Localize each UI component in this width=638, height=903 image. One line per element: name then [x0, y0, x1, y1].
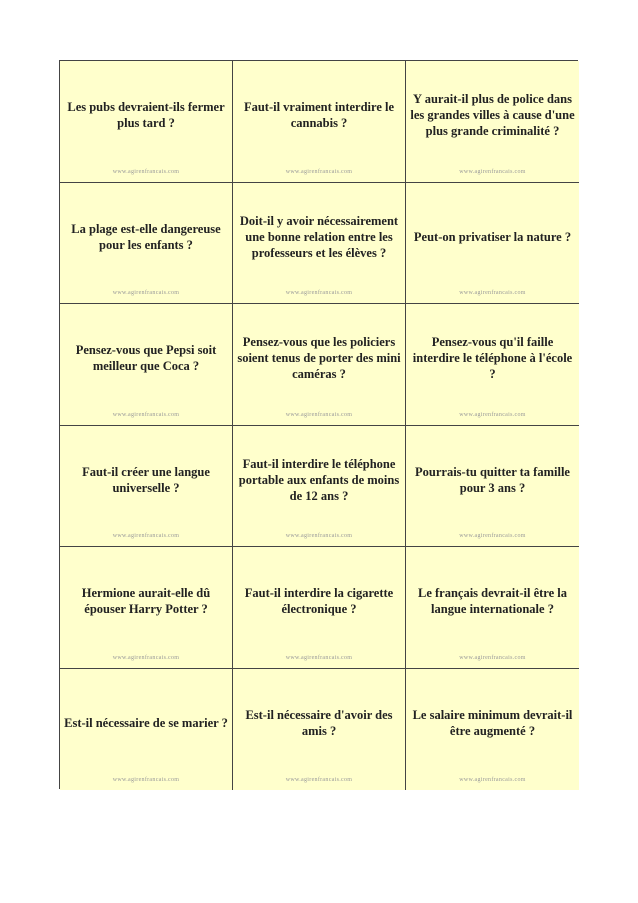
- question-card: [60, 669, 233, 791]
- question-card: [60, 426, 233, 548]
- card-watermark: www.agirenfrancais.com: [459, 654, 526, 661]
- question-card: [406, 426, 579, 548]
- card-question: Faut-il interdire le téléphone portable aux enfants de moins de 12 ans ?: [238, 456, 400, 503]
- card-question: Faut-il vraiment interdire le cannabis ?: [243, 100, 395, 131]
- question-card: [60, 547, 233, 669]
- card-question: Est-il nécessaire de se marier ?: [64, 716, 228, 731]
- card-question: Le salaire minimum devrait-il être augmenté ?: [412, 708, 573, 739]
- question-card: [406, 183, 579, 305]
- card-question: Pourrais-tu quitter ta famille pour 3 ans ?: [415, 464, 570, 495]
- card-watermark: www.agirenfrancais.com: [112, 411, 180, 418]
- card-watermark: www.agirenfrancais.com: [112, 290, 180, 296]
- card-watermark: www.agirenfrancais.com: [459, 168, 526, 175]
- question-card: [406, 669, 579, 791]
- card-question: Faut-il créer une langue universelle ?: [82, 464, 210, 495]
- card-watermark: www.agirenfrancais.com: [285, 654, 353, 661]
- card-question: Pensez-vous que les policiers soient tenus de porter des mini caméras ?: [237, 335, 401, 382]
- card-question: Faut-il interdire la cigarette électronique ?: [244, 586, 394, 617]
- question-card: [406, 547, 579, 669]
- card-question: Les pubs devraient-ils fermer plus tard ?: [67, 100, 225, 131]
- question-card: [233, 547, 406, 669]
- card-watermark: www.agirenfrancais.com: [285, 533, 353, 539]
- question-card: [233, 426, 406, 548]
- card-watermark: www.agirenfrancais.com: [285, 411, 353, 418]
- question-card: [406, 61, 579, 183]
- card-watermark: www.agirenfrancais.com: [112, 654, 180, 661]
- question-card: [60, 304, 233, 426]
- card-question: Doit-il y avoir nécessairement une bonne relation entre les professeurs et les élèves ?: [239, 213, 399, 260]
- question-card: [233, 304, 406, 426]
- card-watermark: www.agirenfrancais.com: [285, 290, 353, 296]
- card-watermark: www.agirenfrancais.com: [459, 777, 526, 783]
- card-question: Peut-on privatiser la nature ?: [413, 229, 572, 244]
- card-watermark: www.agirenfrancais.com: [459, 290, 526, 296]
- card-watermark: www.agirenfrancais.com: [112, 777, 180, 783]
- question-card: [60, 61, 233, 183]
- card-watermark: www.agirenfrancais.com: [285, 777, 353, 783]
- card-watermark: www.agirenfrancais.com: [285, 168, 353, 175]
- card-watermark: www.agirenfrancais.com: [112, 533, 180, 539]
- card-watermark: www.agirenfrancais.com: [459, 411, 526, 418]
- question-card-grid: [59, 60, 578, 789]
- question-card: [233, 183, 406, 305]
- card-question: Pensez-vous que Pepsi soit meilleur que Coca ?: [75, 343, 217, 374]
- card-question: Hermione aurait-elle dû épouser Harry Potter ?: [81, 586, 211, 617]
- card-question: Pensez-vous qu'il faille interdire le téléphone à l'école ?: [412, 335, 573, 382]
- question-card: [233, 669, 406, 791]
- card-question: Y aurait-il plus de police dans les grandes villes à cause d'une plus grande criminalité ?: [410, 92, 575, 139]
- card-question: Est-il nécessaire d'avoir des amis ?: [245, 708, 393, 739]
- card-watermark: www.agirenfrancais.com: [459, 533, 526, 539]
- card-question: La plage est-elle dangereuse pour les enfants ?: [71, 221, 221, 252]
- question-card: [406, 304, 579, 426]
- question-card: [60, 183, 233, 305]
- card-watermark: www.agirenfrancais.com: [112, 168, 180, 175]
- card-question: Le français devrait-il être la langue internationale ?: [417, 586, 568, 617]
- question-card: [233, 61, 406, 183]
